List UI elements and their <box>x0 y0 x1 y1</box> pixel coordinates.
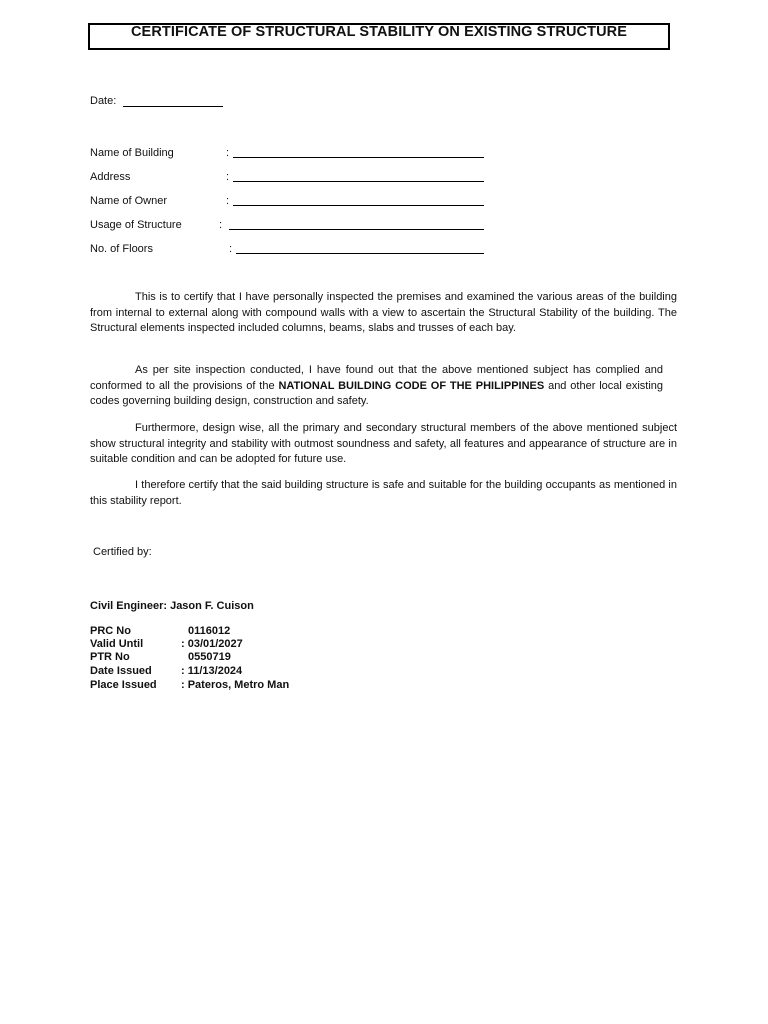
field-colon-usage: : <box>219 219 223 231</box>
document-title: CERTIFICATE OF STRUCTURAL STABILITY ON EXISTING STRUCTURE <box>130 24 628 40</box>
paragraph-4: I therefore certify that the said building structure is safe and suitable for the building occupants as mentioned in this stability report. <box>90 479 677 507</box>
ptr-value: 0550719 <box>188 651 231 663</box>
code-name: NATIONAL BUILDING CODE OF THE PHILIPPINES <box>278 379 545 392</box>
prc-value: 0116012 <box>188 625 231 637</box>
date-label: Date: <box>90 95 117 107</box>
place-issued-label: Place Issued <box>90 679 157 691</box>
field-line-floors[interactable] <box>236 253 484 254</box>
field-colon-floors: : <box>229 243 233 255</box>
field-label-owner: Name of Owner <box>90 195 168 207</box>
date-issued-value: : 11/13/2024 <box>181 665 243 677</box>
field-label-building: Name of Building <box>90 147 174 159</box>
field-colon-address: : <box>226 171 230 183</box>
prc-label: PRC No <box>90 625 131 637</box>
field-line-building[interactable] <box>233 157 484 158</box>
field-line-usage[interactable] <box>229 229 484 230</box>
date-issued-label: Date Issued <box>90 665 152 677</box>
field-line-owner[interactable] <box>233 205 484 206</box>
valid-until-label: Valid Until <box>90 638 144 650</box>
field-line-address[interactable] <box>233 181 484 182</box>
paragraph-2: As per site inspection conducted, I have found out that the above mentioned subject has complied and conformed to all the provisions of the NATIONAL BUILDING CODE OF THE PHILIPPINES and other local existing codes governing building design, construction and safety. <box>90 364 663 408</box>
field-label-address: Address <box>90 171 131 183</box>
title-box <box>88 23 670 50</box>
date-field-line[interactable] <box>123 106 223 107</box>
field-colon-building: : <box>226 147 230 159</box>
place-issued-value: : Pateros, Metro Man <box>181 679 290 691</box>
ptr-label: PTR No <box>90 651 130 663</box>
field-label-usage: Usage of Structure <box>90 219 182 231</box>
valid-until-value: : 03/01/2027 <box>181 638 243 650</box>
field-colon-owner: : <box>226 195 230 207</box>
field-label-floors: No. of Floors <box>90 243 153 255</box>
paragraph-3: Furthermore, design wise, all the primary and secondary structural members of the above mentioned subject show structural integrity and stability with outmost soundness and safety, all features and appearance of structure are in suitable condition and can be adopted for future use. <box>90 422 677 466</box>
paragraph-1: This is to certify that I have personally inspected the premises and examined the various areas of the building from internal to external along with compound walls with a view to ascertain the Structural Stability of the building. The Structural elements inspected included columns, beams, slabs and trusses of each bay. <box>90 291 677 335</box>
certified-by-label: Certified by: <box>93 546 152 558</box>
engineer-name: Civil Engineer: Jason F. Cuison <box>90 600 254 612</box>
